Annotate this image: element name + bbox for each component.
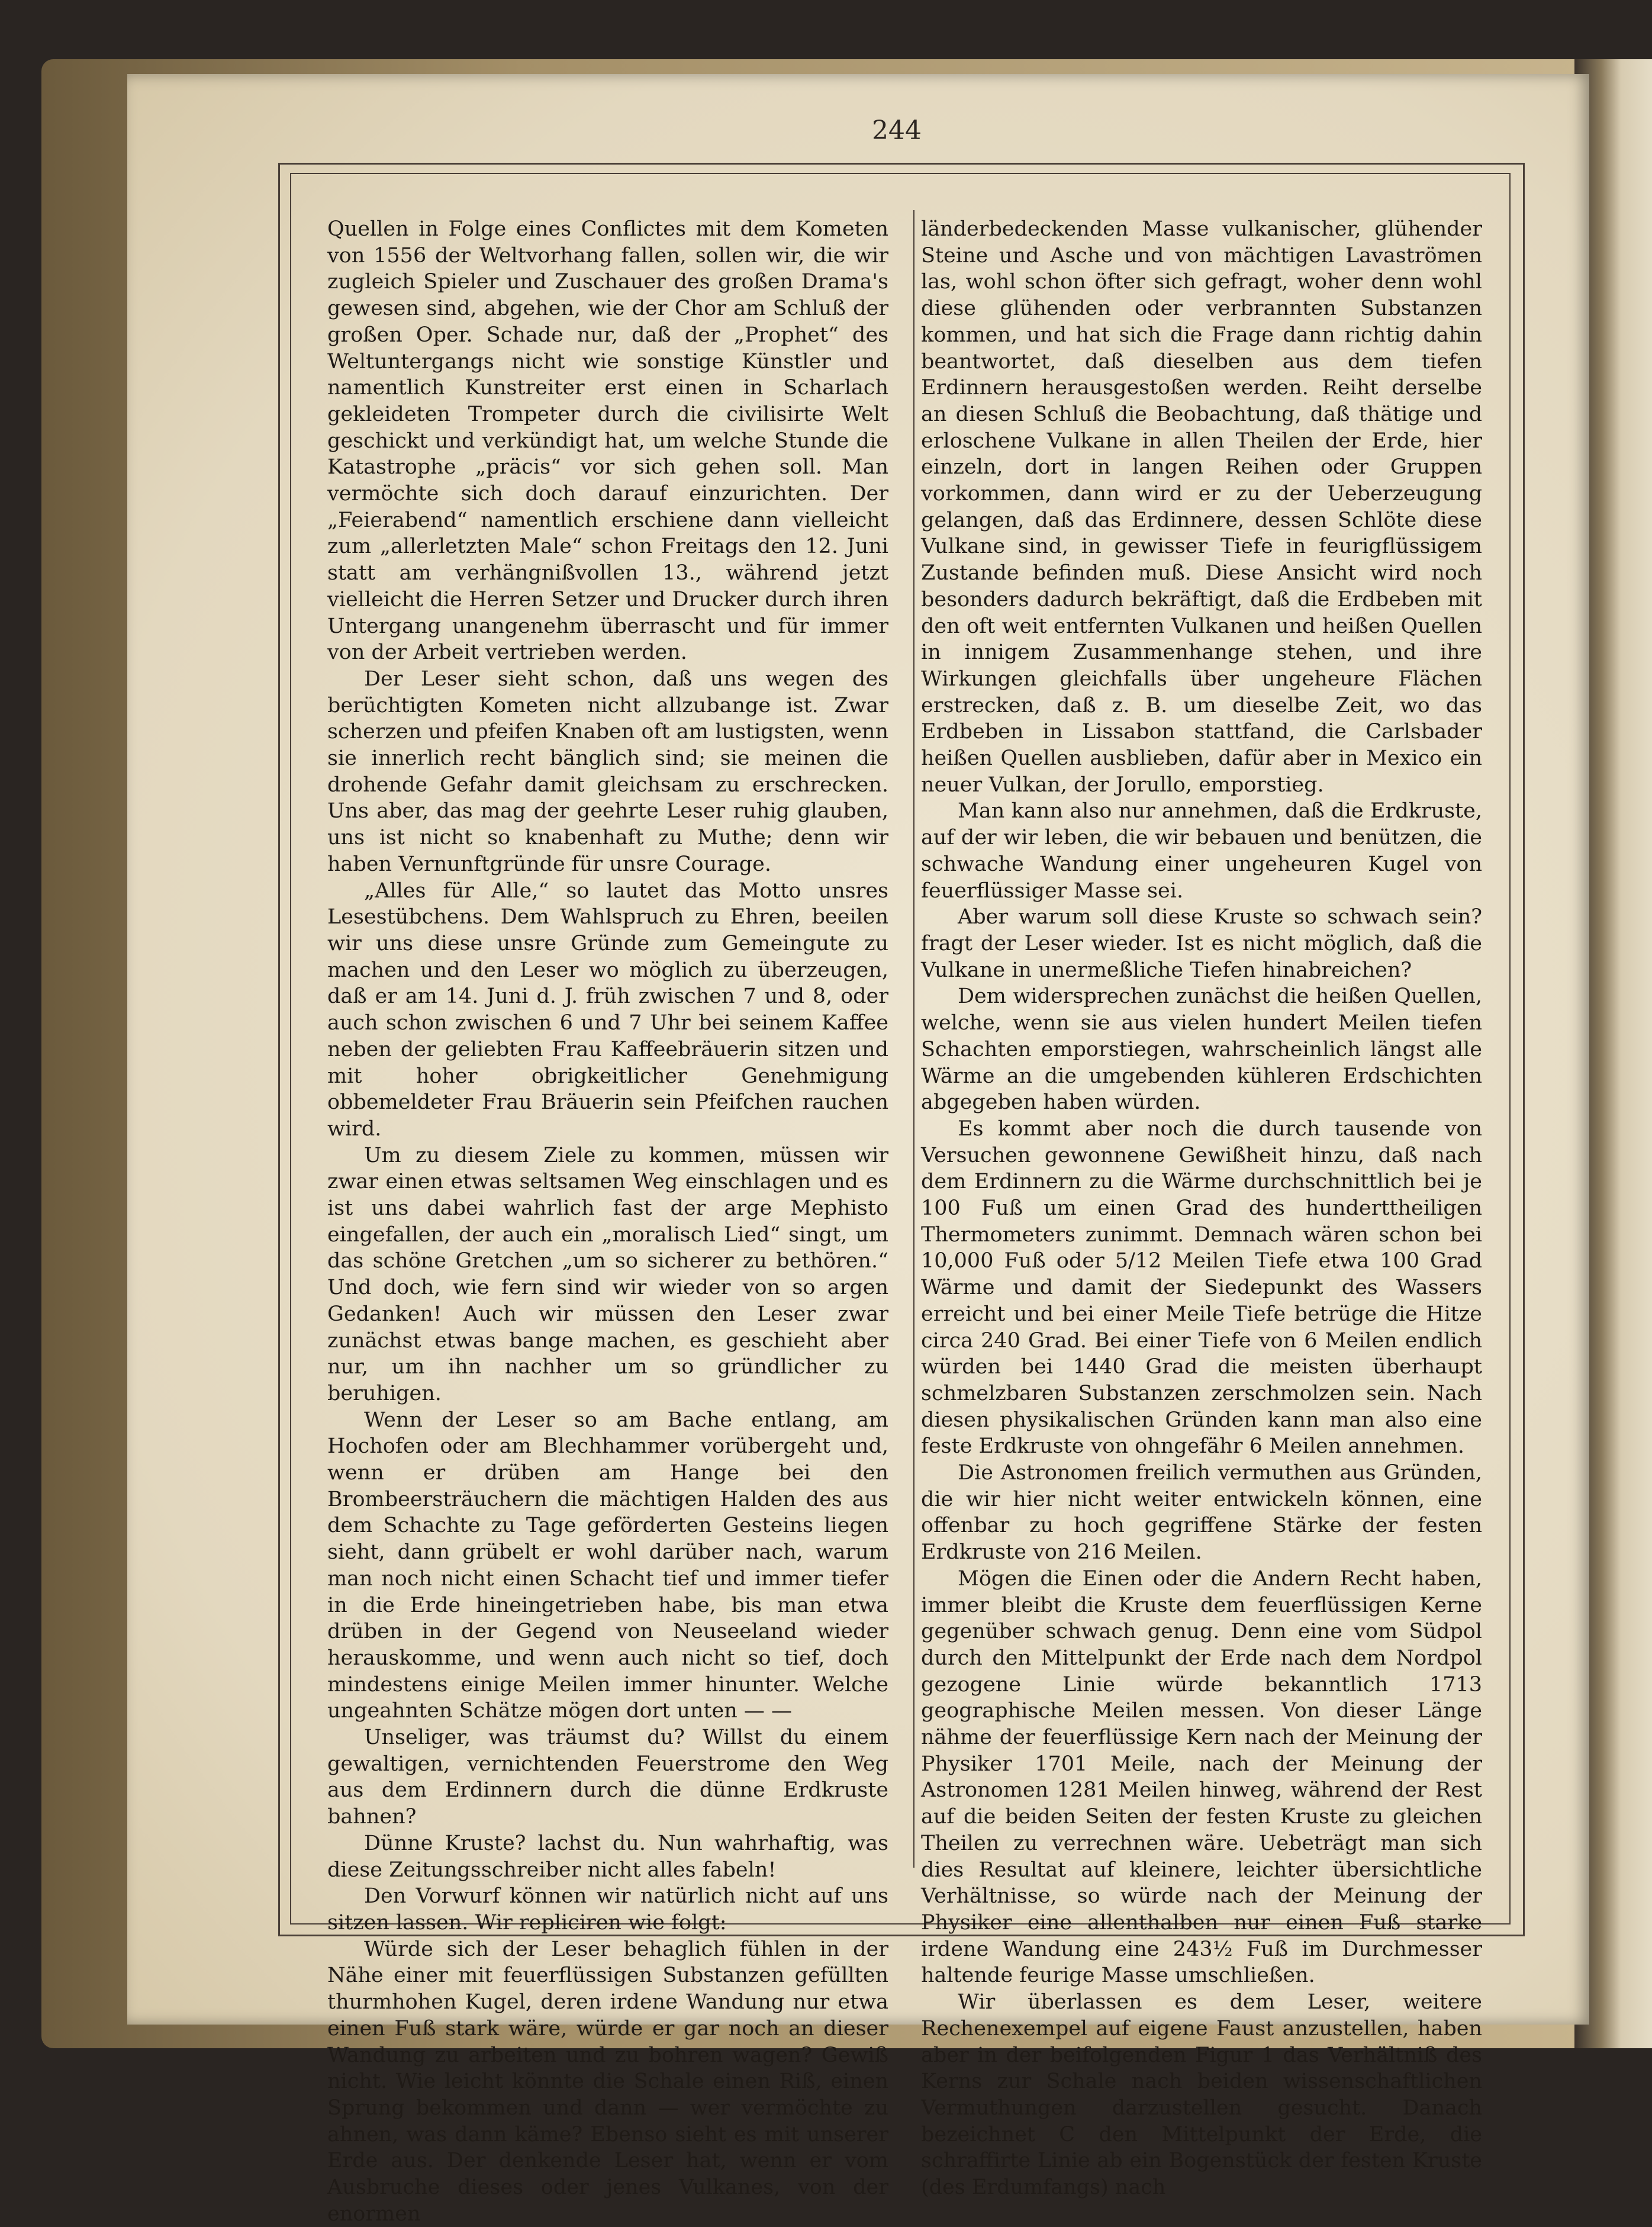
paragraph: Würde sich der Leser behaglich fühlen in der Nähe einer mit feuerflüssigen Substanzen gefüllten thurmhohen Kugel, deren irdene Wandung nur etwa einen Fuß stark wäre, würde er gar noch an dieser Wandung zu arbeiten und zu bohren wagen? Gewiß nicht. Wie leicht könnte die Schale einen Riß, einen Sprung bekommen und dann — wer vermöchte zu ahnen, was dann käme? Ebenso sieht es mit unserer Erde aus. Der denkende Leser hat, wenn er vom Ausbruche dieses oder jenes Vulkanes, von der enormen: [327, 1937, 888, 2226]
left-column: [327, 216, 888, 2226]
paragraph: Aber warum soll diese Kruste so schwach sein? fragt der Leser wieder. Ist es nicht möglich, daß die Vulkane in unermeßliche Tiefen hinabreichen?: [921, 905, 1482, 982]
paragraph: Die Astronomen freilich vermuthen aus Gründen, die wir hier nicht weiter entwickeln können, eine offenbar zu hoch gegriffene Stärke der festen Erdkruste von 216 Meilen.: [921, 1461, 1482, 1565]
page-number: 244: [872, 115, 922, 146]
paragraph: Wenn der Leser so am Bache entlang, am Hochofen oder am Blechhammer vorübergeht und, wenn er drüben am Hange bei den Brombeersträuchern die mächtigen Halden des aus dem Schachte zu Tage geförderten Gesteins liegen sieht, dann grübelt er wohl darüber nach, warum man noch nicht einen Schacht tief und immer tiefer in die Erde hineingetrieben habe, bis man etwa drüben in der Gegend von Neuseeland wieder herauskomme, und wenn auch nicht so tief, doch mindestens einige Meilen immer hinunter. Welche ungeahnten Schätze mögen dort unten — —: [327, 1408, 888, 1723]
paragraph: Dünne Kruste? lachst du. Nun wahrhaftig, was diese Zeitungsschreiber nicht alles fabeln!: [327, 1831, 888, 1882]
paragraph: länderbedeckenden Masse vulkanischer, glühender Steine und Asche und von mächtigen Lavaströmen las, wohl schon öfter sich gefragt, woher denn wohl diese glühenden oder verbrannten Substanzen kommen, und hat sich die Frage dann richtig dahin beantwortet, daß dieselben aus dem tiefen Erdinnern herausgestoßen werden. Reiht derselbe an diesen Schluß die Beobachtung, daß thätige und erloschene Vulkane in allen Theilen der Erde, hier einzeln, dort in langen Reihen oder Gruppen vorkommen, dann wird er zu der Ueberzeugung gelangen, daß das Erdinnere, dessen Schlöte diese Vulkane sind, in gewisser Tiefe in feurigflüssigem Zustande befinden muß. Diese Ansicht wird noch besonders dadurch bekräftigt, daß die Erdbeben mit den oft weit entfernten Vulkanen und heißen Quellen in innigem Zusammenhange stehen, und ihre Wirkungen gleichfalls über ungeheure Flächen erstrecken, daß z. B. um dieselbe Zeit, wo das Erdbeben in Lissabon stattfand, die Carlsbader heißen Quellen ausblieben, dafür aber in Mexico ein neuer Vulkan, der Jorullo, emporstieg.: [921, 217, 1482, 797]
paragraph: Um zu diesem Ziele zu kommen, müssen wir zwar einen etwas seltsamen Weg einschlagen und es ist uns dabei wahrlich fast der arge Mephisto eingefallen, der auch ein „moralisch Lied“ singt, um das schöne Gretchen „um so sicherer zu bethören.“ Und doch, wie fern sind wir wieder von so argen Gedanken! Auch wir müssen den Leser zwar zunächst etwas bange machen, es geschieht aber nur, um ihn nachher um so gründlicher zu beruhigen.: [327, 1143, 888, 1405]
paragraph: Wir überlassen es dem Leser, weitere Rechenexempel auf eigene Faust anzustellen, haben aber in der beifolgenden Figur 1 das Verhältniß des Kerns zur Schale nach beiden wissenschaftlichen Vermuthungen darzustellen gesucht. Danach bezeichnet C den Mittelpunkt der Erde, die schraffirte Linie ab ein Bogenstück der festen Kruste (des Erdumfangs) nach: [921, 1990, 1482, 2200]
paragraph: Unseliger, was träumst du? Willst du einem gewaltigen, vernichtenden Feuerstrome den Weg aus dem Erdinnern durch die dünne Erdkruste bahnen?: [327, 1726, 888, 1829]
paragraph: Dem widersprechen zunächst die heißen Quellen, welche, wenn sie aus vielen hundert Meilen tiefen Schachten emporstiegen, wahrscheinlich längst alle Wärme an die umgebenden kühleren Erdschichten abgegeben haben würden.: [921, 984, 1482, 1115]
paragraph: Mögen die Einen oder die Andern Recht haben, immer bleibt die Kruste dem feuerflüssigen Kerne gegenüber schwach genug. Denn eine vom Südpol durch den Mittelpunkt der Erde nach dem Nordpol gezogene Linie würde bekanntlich 1713 geographische Meilen messen. Von dieser Länge nähme der feuerflüssige Kern nach der Meinung der Physiker 1701 Meile, nach der Meinung der Astronomen 1281 Meilen hinweg, während der Rest auf die beiden Seiten der festen Kruste zu gleichen Theilen zu verrechnen wäre. Uebeträgt man sich dies Resultat auf kleinere, leichter übersichtliche Verhältnisse, so würde nach der Meinung der Physiker eine allenthalben nur einen Fuß starke irdene Wandung eine 243½ Fuß im Durchmesser haltende feurige Masse umschließen.: [921, 1566, 1482, 1988]
right-column: [921, 216, 1482, 2200]
paragraph: Man kann also nur annehmen, daß die Erdkruste, auf der wir leben, die wir bebauen und benützen, die schwache Wandung einer ungeheuren Kugel von feuerflüssiger Masse sei.: [921, 799, 1482, 903]
paragraph: Der Leser sieht schon, daß uns wegen des berüchtigten Kometen nicht allzubange ist. Zwar scherzen und pfeifen Knaben oft am lustigsten, wenn sie innerlich recht bänglich sind; sie meinen die drohende Gefahr damit gleichsam zu erschrecken. Uns aber, das mag der geehrte Leser ruhig glauben, uns ist nicht so knabenhaft zu Muthe; denn wir haben Vernunftgründe für unsre Courage.: [327, 667, 888, 876]
column-divider: [913, 210, 914, 1868]
paragraph: Den Vorwurf können wir natürlich nicht auf uns sitzen lassen. Wir repliciren wie folgt:: [327, 1884, 888, 1935]
paragraph: „Alles für Alle,“ so lautet das Motto unsres Lesestübchens. Dem Wahlspruch zu Ehren, beeilen wir uns diese unsre Gründe zum Gemeingute zu machen und den Leser wo möglich zu überzeugen, daß er am 14. Juni d. J. früh zwischen 7 und 8, oder auch schon zwischen 6 und 7 Uhr bei seinem Kaffee neben der geliebten Frau Kaffeebräuerin sitzen und mit hoher obrigkeitlicher Genehmigung obbemeldeter Frau Bräuerin sein Pfeifchen rauchen wird.: [327, 878, 888, 1141]
paragraph: Quellen in Folge eines Conflictes mit dem Kometen von 1556 der Weltvorhang fallen, sollen wir, die wir zugleich Spieler und Zuschauer des großen Drama's gewesen sind, abgehen, wie der Chor am Schluß der großen Oper. Schade nur, daß der „Prophet“ des Weltuntergangs nicht wie sonstige Künstler und namentlich Kunstreiter erst einen in Scharlach gekleideten Trompeter durch die civilisirte Welt geschickt und verkündigt hat, um welche Stunde die Katastrophe „präcis“ vor sich gehen soll. Man vermöchte sich doch darauf einzurichten. Der „Feierabend“ namentlich erschiene dann vielleicht zum „allerletzten Male“ schon Freitags den 12. Juni statt am verhängnißvollen 13., während jetzt vielleicht die Herren Setzer und Drucker durch ihren Untergang unangenehm überrascht und für immer von der Arbeit vertrieben werden.: [327, 217, 888, 665]
paragraph: Es kommt aber noch die durch tausende von Versuchen gewonnene Gewißheit hinzu, daß nach dem Erdinnern zu die Wärme durchschnittlich bei je 100 Fuß um einen Grad des hunderttheiligen Thermometers zunimmt. Demnach wären schon bei 10,000 Fuß oder 5/12 Meilen Tiefe etwa 100 Grad Wärme und damit der Siedepunkt des Wassers erreicht und bei einer Meile Tiefe betrüge die Hitze circa 240 Grad. Bei einer Tiefe von 6 Meilen endlich würden bei 1440 Grad die meisten überhaupt schmelzbaren Substanzen zerschmolzen sein. Nach diesen physikalischen Gründen kann man also eine feste Erdkruste von ohngefähr 6 Meilen annehmen.: [921, 1116, 1482, 1459]
